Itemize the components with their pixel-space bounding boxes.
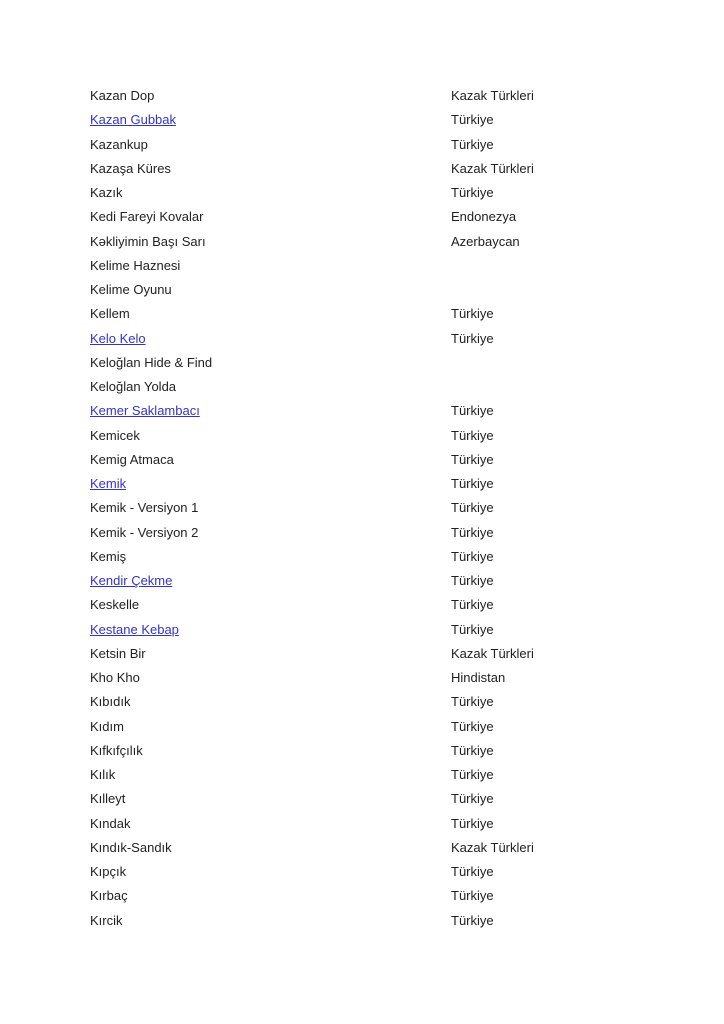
game-link[interactable]: Kelo Kelo	[90, 330, 146, 346]
country-label: Türkiye	[451, 136, 494, 152]
country-label: Azerbaycan	[451, 233, 520, 249]
country-label: Kazak Türkleri	[451, 88, 534, 103]
table-row	[0, 496, 724, 520]
table-row	[0, 739, 724, 763]
game-name: Kındak	[90, 815, 131, 831]
game-name: Kemiş	[90, 548, 127, 564]
game-name: Keskelle	[90, 597, 140, 613]
table-row	[0, 302, 724, 326]
table-row	[0, 521, 724, 545]
table-row	[0, 569, 724, 593]
country-label: Türkiye	[451, 864, 494, 879]
table-row	[0, 642, 724, 666]
table-row	[0, 327, 724, 351]
game-name: Kemik - Versiyon 2	[90, 524, 199, 540]
document-page	[0, 84, 724, 933]
country-label: Türkiye	[451, 718, 494, 734]
country-label: Türkiye	[451, 500, 494, 516]
table-row	[0, 545, 724, 569]
country-label: Türkiye	[451, 742, 494, 758]
game-name: Kelime Haznesi	[90, 257, 181, 273]
table-row	[0, 618, 724, 642]
game-link[interactable]: Kendir Çekme	[90, 573, 173, 588]
table-row	[0, 375, 724, 399]
game-link[interactable]: Kazan Gubbak	[90, 112, 177, 128]
game-name: Kılık	[90, 767, 116, 782]
country-label: Kazak Türkleri	[451, 645, 534, 661]
table-row	[0, 593, 724, 617]
table-row	[0, 205, 724, 229]
table-row	[0, 836, 724, 860]
game-link[interactable]: Kemer Saklambacı	[90, 403, 200, 419]
table-row	[0, 424, 724, 448]
country-label: Türkiye	[451, 573, 494, 588]
table-row	[0, 909, 724, 933]
game-name: Kıpçık	[90, 864, 127, 879]
game-name: Kazankup	[90, 136, 148, 152]
game-name: Kırcik	[90, 912, 123, 928]
game-name: Keloğlan Hide & Find	[90, 354, 213, 370]
table-row	[0, 860, 724, 884]
country-label: Endonezya	[451, 209, 517, 225]
table-row	[0, 230, 724, 254]
table-row	[0, 812, 724, 836]
table-row	[0, 133, 724, 157]
country-label: Türkiye	[451, 791, 494, 807]
game-link[interactable]: Kemik	[90, 476, 127, 491]
game-name: Kazan Dop	[90, 88, 155, 103]
game-name: Kıdım	[90, 718, 124, 734]
game-name: Kemig Atmaca	[90, 451, 174, 467]
table-row	[0, 715, 724, 739]
table-row	[0, 84, 724, 108]
table-row	[0, 472, 724, 496]
country-label: Türkiye	[451, 403, 494, 419]
table-row	[0, 448, 724, 472]
game-name: Kırbaç	[90, 888, 128, 904]
country-label: Kazak Türkleri	[451, 839, 534, 855]
table-row	[0, 884, 724, 908]
country-label: Türkiye	[451, 330, 494, 346]
country-label: Hindistan	[451, 670, 506, 685]
game-name: Kellem	[90, 306, 130, 322]
game-name: Kındık-Sandık	[90, 839, 172, 855]
game-name: Kedi Fareyi Kovalar	[90, 209, 204, 225]
game-name: Kazık	[90, 185, 123, 200]
country-label: Türkiye	[451, 548, 494, 564]
country-label: Türkiye	[451, 306, 494, 322]
game-name: Kıfkıfçılık	[90, 742, 143, 758]
country-label: Türkiye	[451, 767, 494, 782]
game-link[interactable]: Kestane Kebap	[90, 621, 179, 637]
game-name: Kemicek	[90, 427, 140, 443]
table-row	[0, 278, 724, 302]
game-name: Kəkliyimin Başı Sarı	[90, 233, 206, 249]
country-label: Türkiye	[451, 597, 494, 613]
country-label: Türkiye	[451, 427, 494, 443]
game-name: Kelime Oyunu	[90, 282, 172, 297]
country-label: Türkiye	[451, 912, 494, 928]
table-row	[0, 254, 724, 278]
table-row	[0, 181, 724, 205]
country-label: Türkiye	[451, 476, 494, 491]
country-label: Türkiye	[451, 694, 494, 710]
country-label: Türkiye	[451, 112, 494, 128]
table-row	[0, 351, 724, 375]
table-row	[0, 690, 724, 714]
game-name: Kıbıdık	[90, 694, 131, 710]
table-row	[0, 787, 724, 811]
country-label: Türkiye	[451, 451, 494, 467]
table-row	[0, 108, 724, 132]
game-name: Keloğlan Yolda	[90, 379, 177, 394]
country-label: Türkiye	[451, 621, 494, 637]
country-label: Türkiye	[451, 815, 494, 831]
game-name: Kemik - Versiyon 1	[90, 500, 199, 516]
country-label: Türkiye	[451, 888, 494, 904]
country-label: Türkiye	[451, 185, 494, 200]
game-name: Kazaşa Küres	[90, 160, 171, 176]
game-name: Kho Kho	[90, 670, 140, 685]
game-name: Ketsin Bir	[90, 645, 146, 661]
table-row	[0, 666, 724, 690]
country-label: Kazak Türkleri	[451, 160, 534, 176]
country-label: Türkiye	[451, 524, 494, 540]
table-row	[0, 763, 724, 787]
game-name: Kılleyt	[90, 791, 126, 807]
table-row	[0, 399, 724, 423]
table-row	[0, 157, 724, 181]
game-country-list	[0, 84, 724, 933]
